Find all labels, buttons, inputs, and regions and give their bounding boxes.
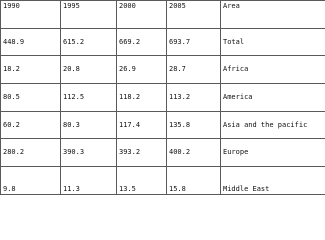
header-cell-1995: 1995	[61, 1, 117, 29]
table-cell: 669.2	[117, 28, 167, 56]
table-cell: Asia and the pacific	[221, 111, 325, 139]
table-header-row	[1, 1, 325, 29]
table-cell: 11.3	[61, 167, 117, 195]
table-cell: Total	[221, 28, 325, 56]
header-cell-area: Area	[221, 1, 325, 29]
table-cell: 28.7	[167, 56, 221, 84]
table-cell: 390.3	[61, 139, 117, 167]
table-cell: 18.2	[1, 56, 61, 84]
header-cell-2000: 2000	[117, 1, 167, 29]
table-cell: 26.9	[117, 56, 167, 84]
header-cell-1990: 1990	[1, 1, 61, 29]
table-cell: America	[221, 84, 325, 112]
table-row	[1, 139, 325, 167]
table-cell: 9.8	[1, 167, 61, 195]
table-cell: 80.5	[1, 84, 61, 112]
table-cell: 20.8	[61, 56, 117, 84]
table-cell: 113.2	[167, 84, 221, 112]
table-cell: 118.2	[117, 84, 167, 112]
table-cell: 15.8	[167, 167, 221, 195]
table-cell: 400.2	[167, 139, 221, 167]
table-row	[1, 56, 325, 84]
table-cell: 393.2	[117, 139, 167, 167]
table-row	[1, 167, 325, 195]
table-cell: Middle East	[221, 167, 325, 195]
table-cell: 615.2	[61, 28, 117, 56]
table-cell: 448.9	[1, 28, 61, 56]
table-cell: Africa	[221, 56, 325, 84]
table-row	[1, 84, 325, 112]
table-cell: 112.5	[61, 84, 117, 112]
table-cell: 693.7	[167, 28, 221, 56]
table-cell: 117.4	[117, 111, 167, 139]
table-cell: Europe	[221, 139, 325, 167]
table-row	[1, 111, 325, 139]
table-cell: 135.8	[167, 111, 221, 139]
table-cell: 13.5	[117, 167, 167, 195]
table-cell: 60.2	[1, 111, 61, 139]
table-cell: 80.3	[61, 111, 117, 139]
table-cell: 280.2	[1, 139, 61, 167]
header-cell-2005: 2005	[167, 1, 221, 29]
table-row	[1, 28, 325, 56]
